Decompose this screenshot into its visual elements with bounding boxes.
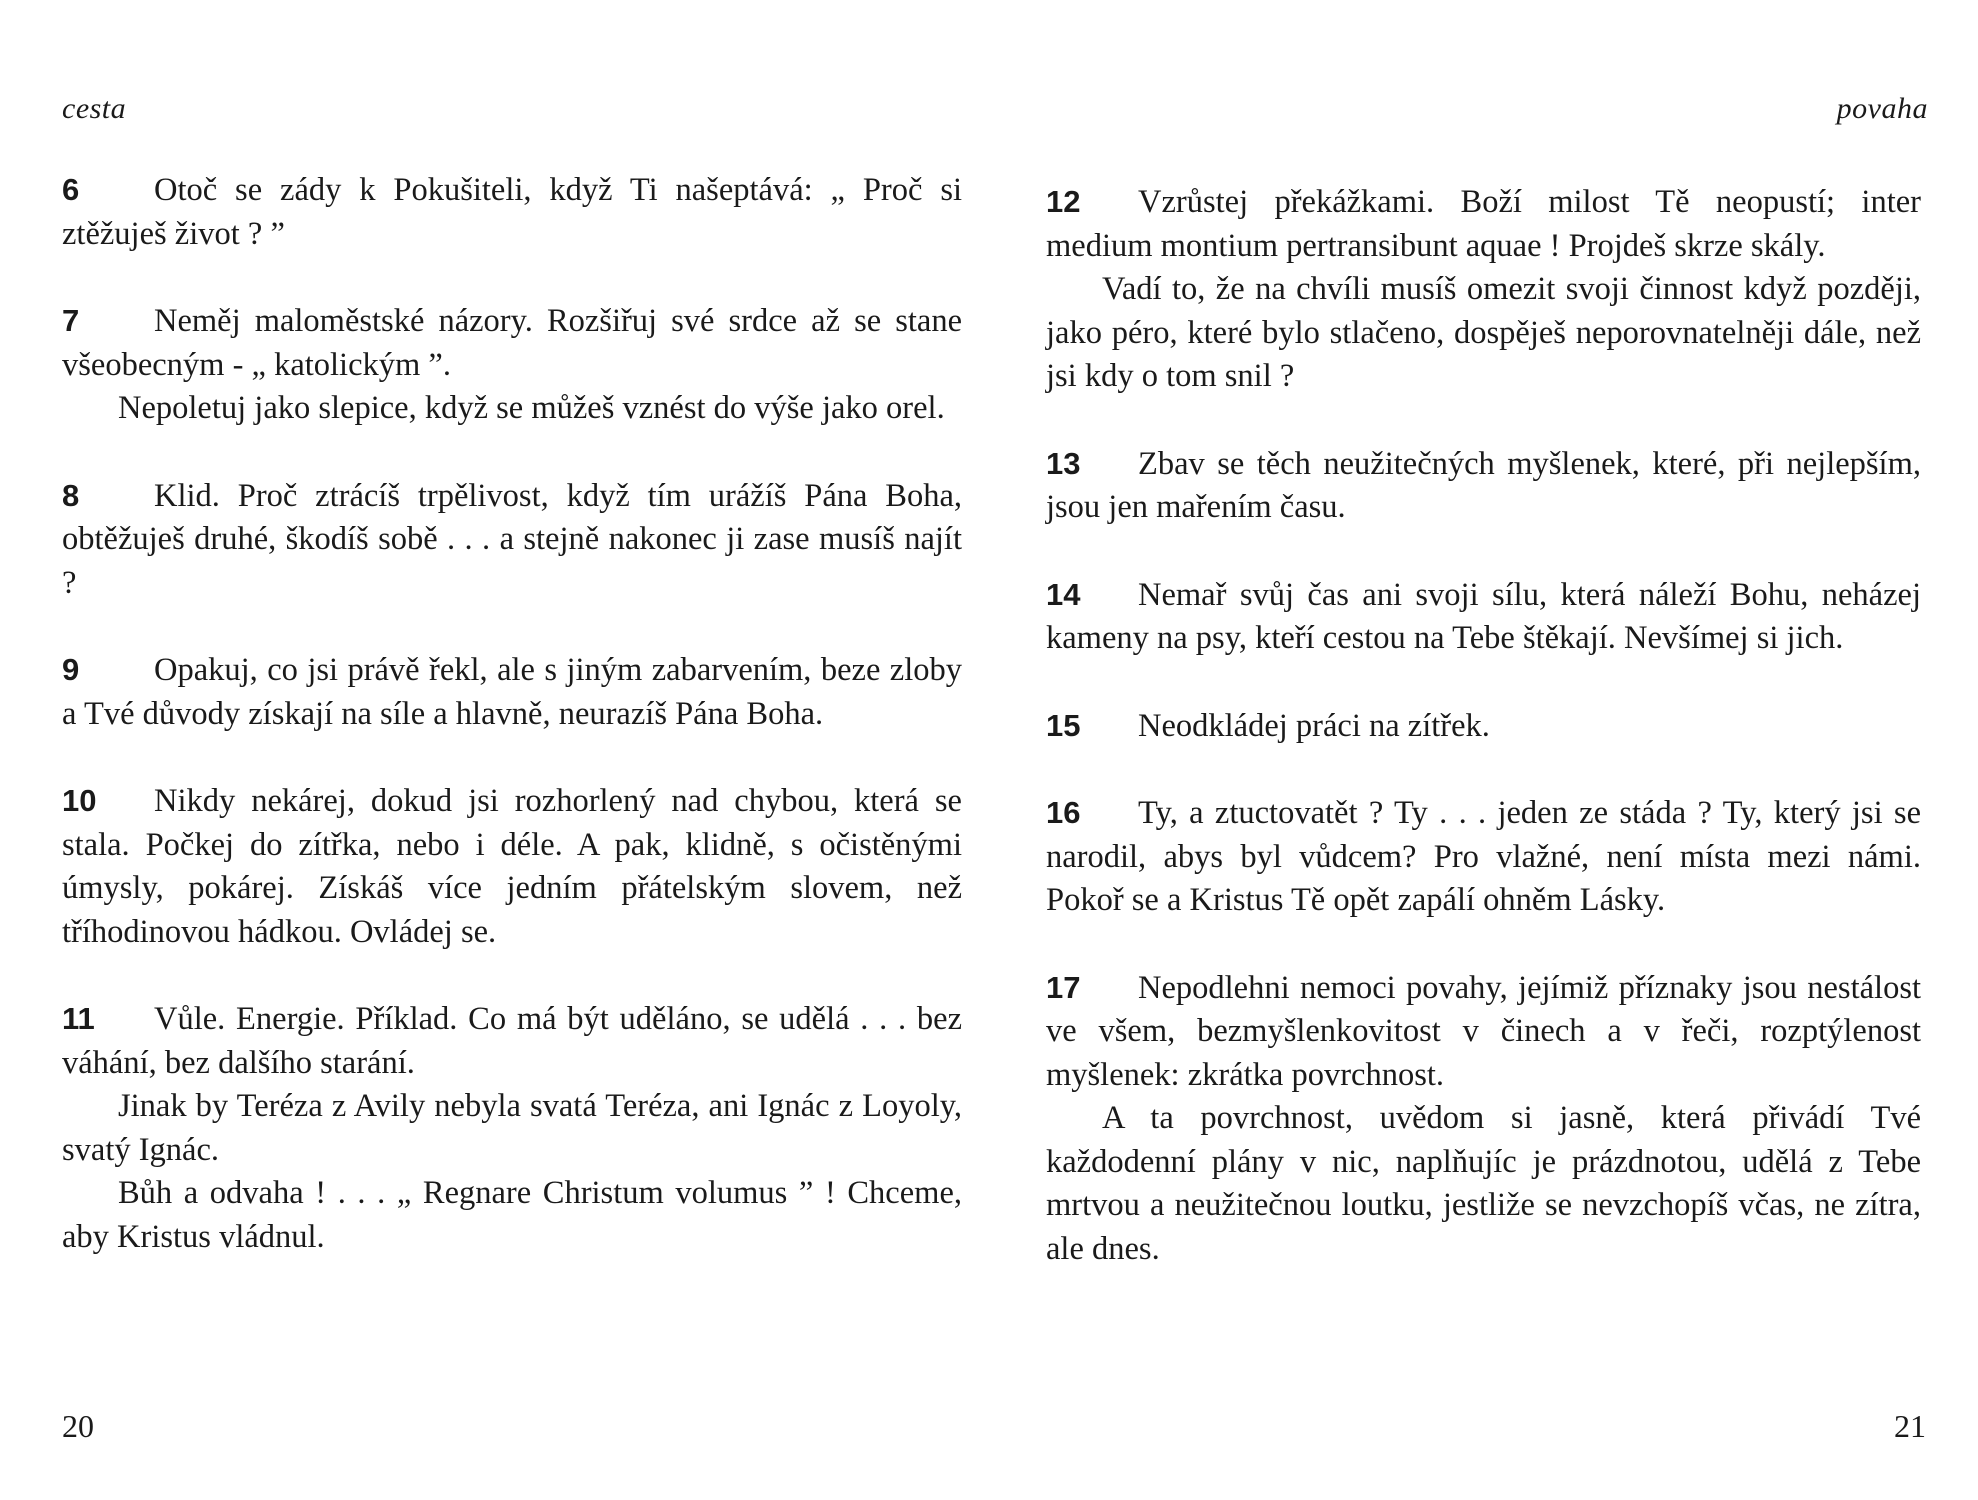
- entry-13: [1046, 442, 1921, 530]
- page-number-right: 21: [1894, 1408, 1926, 1444]
- entry-paragraph: Opakuj, co jsi právě řekl, ale s jiným zabarvením, beze zloby a Tvé důvody získají na síle a hlavně, neurazíš Pána Boha.: [62, 652, 962, 732]
- entry-number: 8: [62, 477, 80, 513]
- entry-paragraph: Zbav se těch neužitečných myšlenek, které, při nejlepším, jsou jen mařením času.: [1046, 445, 1921, 525]
- entry-number: 13: [1046, 445, 1081, 481]
- entry-paragraph: Otoč se zády k Pokušiteli, když Ti našeptává: „ Proč si ztěžuješ život ? ”: [62, 172, 962, 252]
- entry-paragraph: Jinak by Teréza z Avily nebyla svatá Teréza, ani Ignác z Loyoly, svatý Ignác.: [62, 1088, 962, 1168]
- entry-number: 10: [62, 783, 97, 818]
- entry-paragraph: Nepodlehni nemoci povahy, jejímiž příznaky jsou nestálost ve všem, bezmyšlenkovitost v činech a v řeči, rozptýlenost myšlenek: zkrátka povrchnost.: [1046, 969, 1921, 1093]
- entry-paragraph: Vadí to, že na chvíli musíš omezit svoji činnost když později, jako péro, které bylo stlačeno, dospěješ neporovnatelněji dále, než jsi kdy o tom snil ?: [1046, 271, 1921, 394]
- left-text-column: [62, 168, 962, 1302]
- entry-number: 16: [1046, 795, 1081, 830]
- running-head-right: povaha: [1836, 92, 1928, 125]
- entry-number: 14: [1046, 576, 1081, 612]
- running-head-left: cesta: [62, 92, 127, 125]
- entry-17: [1046, 966, 1921, 1272]
- entry-7: [62, 299, 962, 431]
- entry-number: 17: [1046, 969, 1081, 1005]
- entry-number: 9: [62, 652, 80, 687]
- entry-15: [1046, 704, 1921, 749]
- entry-number: 15: [1046, 707, 1081, 743]
- right-page: [989, 0, 1978, 1500]
- entry-6: [62, 168, 962, 256]
- entry-paragraph: Bůh a odvaha ! . . . „ Regnare Christum volumus ” ! Chceme, aby Kristus vládnul.: [62, 1175, 962, 1255]
- entry-paragraph: Klid. Proč ztrácíš trpělivost, když tím urážíš Pána Boha, obtěžuješ druhé, škodíš sobě . . . a stejně nakonec ji zase musíš najít ?: [62, 477, 962, 601]
- entry-10: [62, 779, 962, 954]
- entry-paragraph: Nikdy nekárej, dokud jsi rozhorlený nad chybou, která se stala. Počkej do zítřka, nebo i déle. A pak, klidně, s očistěnými úmysly, pokárej. Získáš více jedním přátelským slovem, než tříhodinovou hádkou. Ovládej se.: [62, 783, 962, 950]
- entry-14: [1046, 573, 1921, 661]
- entry-number: 6: [62, 172, 80, 207]
- entry-paragraph: Vzrůstej překážkami. Boží milost Tě neopustí; inter medium montium pertransibunt aquae ! Projdeš skrze skály.: [1046, 184, 1921, 264]
- entry-number: 12: [1046, 184, 1081, 219]
- entry-paragraph: A ta povrchnost, uvědom si jasně, která přivádí Tvé každodenní plány v nic, naplňujíc je prázdnotou, udělá z Tebe mrtvou a neužitečnou loutku, jestliže se nevzchopíš včas, ne zítra, ale dnes.: [1046, 1100, 1921, 1267]
- entry-16: [1046, 791, 1921, 923]
- entry-9: [62, 648, 962, 736]
- entry-paragraph: Ty, a ztuctovatět ? Ty . . . jeden ze stáda ? Ty, který jsi se narodil, abys byl vůdcem? Pro vlažné, není místa mezi námi. Pokoř se a Kristus Tě opět zapálí ohněm Lásky.: [1046, 795, 1921, 918]
- entry-paragraph: Nemař svůj čas ani svoji sílu, která náleží Bohu, neházej kameny na psy, kteří cestou na Tebe štěkají. Nevšímej si jich.: [1046, 576, 1921, 656]
- entry-11: [62, 997, 962, 1259]
- entry-paragraph: Nepoletuj jako slepice, když se můžeš vznést do výše jako orel.: [118, 390, 945, 426]
- entry-number: 11: [62, 1001, 95, 1036]
- entry-paragraph: Neodkládej práci na zítřek.: [1138, 707, 1490, 744]
- entry-paragraph: Vůle. Energie. Příklad. Co má být uděláno, se udělá . . . bez váhání, bez dalšího starání.: [62, 1001, 962, 1081]
- page-number-left: 20: [62, 1408, 94, 1444]
- entry-12: [1046, 180, 1921, 399]
- right-text-column: [1046, 180, 1921, 1314]
- entry-paragraph: Neměj maloměstské názory. Rozšiřuj své srdce až se stane všeobecným - „ katolickým ”.: [62, 303, 962, 383]
- entry-number: 7: [62, 303, 80, 338]
- entry-8: [62, 474, 962, 606]
